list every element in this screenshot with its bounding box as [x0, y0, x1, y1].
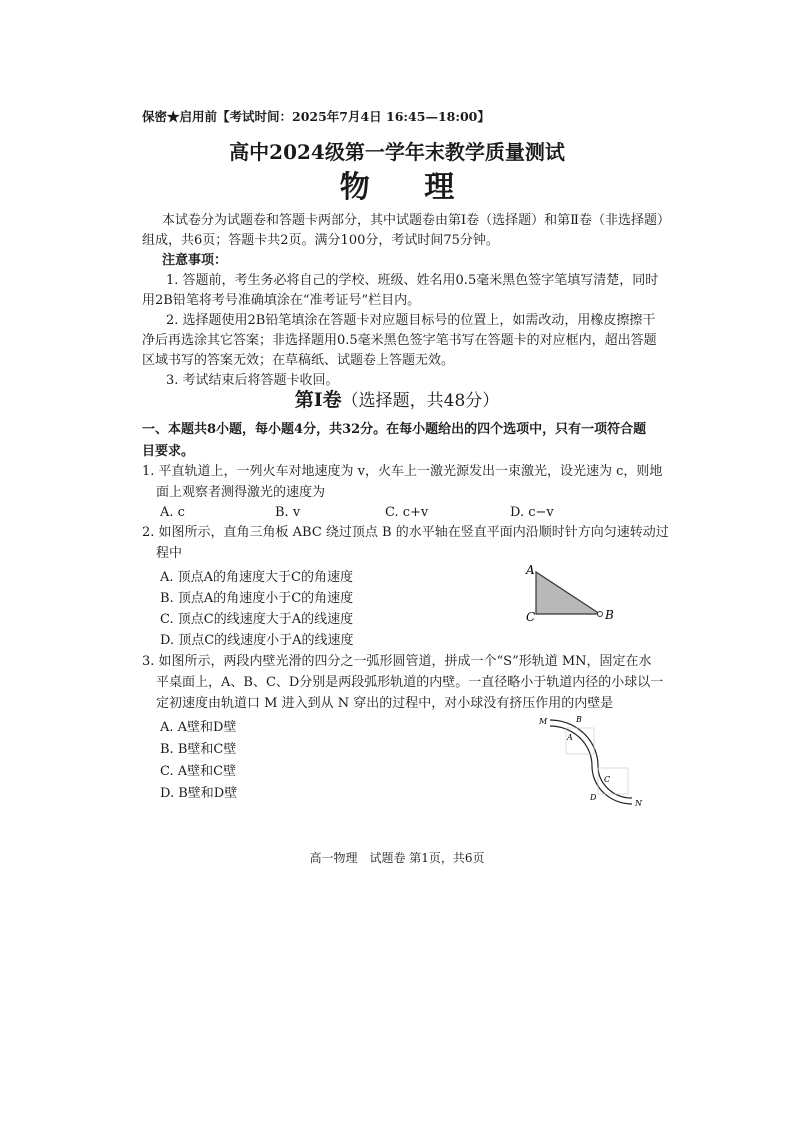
q1-option-b: B. v — [275, 505, 301, 520]
section-subtitle: （选择题，共48分） — [341, 391, 500, 411]
triangle-shape — [536, 572, 600, 614]
section-heading — [0, 385, 794, 412]
part1-line-1: 一、本题共8小题，每小题4分，共32分。在每小题给出的四个选项中，只有一项符合题 — [142, 422, 647, 437]
track-label-n: N — [635, 799, 642, 808]
note-2-line-1: 2. 选择题使用2B铅笔填涂在答题卡对应题目标号的位置上，如需改动，用橡皮擦擦干 — [166, 313, 656, 328]
page-footer: 高一物理 试题卷 第1页，共6页 — [309, 851, 485, 865]
q1-option-a: A. c — [160, 505, 185, 520]
q2-option-b: B. 顶点A的角速度小于C的角速度 — [160, 591, 354, 606]
subject-title: 物 理 — [339, 170, 477, 205]
q3-option-a: A. A壁和D壁 — [160, 720, 237, 735]
q3-line-3: 定初速度由轨道口 M 进入到从 N 穿出的过程中，对小球没有挤压作用的内壁是 — [156, 696, 614, 711]
q2-line-2: 程中 — [156, 546, 183, 561]
q2-option-d: D. 顶点C的线速度小于A的线速度 — [160, 633, 354, 648]
q1-option-c: C. c+v — [385, 505, 429, 520]
triangle-figure — [520, 562, 620, 628]
q3-line-1: 3. 如图所示，两段内壁光滑的四分之一弧形圆管道，拼成一个“S”形轨道 MN，固定在水 — [142, 654, 652, 669]
q2-option-c: C. 顶点C的线速度大于A的线速度 — [160, 612, 354, 627]
track-label-c: C — [604, 775, 611, 784]
note-2-line-2: 净后再选涂其它答案；非选择题用0.5毫米黑色签字笔书写在答题卡的对应框内，超出答题 — [142, 333, 657, 348]
track-label-d: D — [590, 793, 597, 802]
q3-option-b: B. B壁和C壁 — [160, 742, 237, 757]
track-inner-arc-1 — [550, 726, 592, 766]
track-label-m: M — [539, 717, 548, 726]
intro-line-1: 本试卷分为试题卷和答题卡两部分，其中试题卷由第Ⅰ卷（选择题）和第Ⅱ卷（非选择题） — [162, 213, 670, 228]
vertex-label-c: C — [526, 610, 536, 624]
part1-line-2: 目要求。 — [142, 444, 195, 459]
confidential-header: 保密★启用前【考试时间：2025年7月4日 16:45—18:00】 — [142, 109, 490, 124]
q2-option-a: A. 顶点A的角速度大于C的角速度 — [160, 570, 353, 585]
vertex-label-a: A — [526, 563, 535, 577]
q3-option-d: D. B壁和D壁 — [160, 786, 238, 801]
q3-option-c: C. A壁和C壁 — [160, 764, 237, 779]
s-track-figure — [536, 712, 646, 812]
q1-line-2: 面上观察者测得激光的速度为 — [156, 485, 326, 500]
vertex-label-b: B — [605, 608, 614, 622]
track-label-a: A — [567, 733, 573, 742]
q1-option-d: D. c−v — [510, 505, 554, 520]
note-1-line-2: 用2B铅笔将考号准确填涂在“准考证号”栏目内。 — [142, 293, 421, 308]
intro-line-2: 组成，共6页；答题卡共2页。满分100分，考试时间75分钟。 — [142, 233, 499, 248]
q1-line-1: 1. 平直轨道上，一列火车对地速度为 v，火车上一激光源发出一束激光，设光速为 c，则地 — [142, 464, 663, 479]
section-title: 第Ⅰ卷 — [294, 389, 342, 411]
note-1-line-1: 1. 答题前，考生务必将自己的学校、班级、姓名用0.5毫米黑色签字笔填写清楚，同时 — [166, 273, 659, 288]
exam-title: 高中2024级第一学年末教学质量测试 — [229, 140, 565, 164]
note-3: 3. 考试结束后将答题卡收回。 — [166, 373, 339, 388]
track-label-b: B — [576, 715, 582, 724]
q3-line-2: 平桌面上，A、B、C、D分别是两段弧形轨道的内壁。一直径略小于轨道内径的小球以一 — [156, 675, 664, 690]
note-2-line-3: 区域书写的答案无效；在草稿纸、试题卷上答题无效。 — [142, 353, 455, 368]
pivot-point — [598, 612, 603, 617]
notes-title: 注意事项： — [162, 253, 228, 268]
q2-line-1: 2. 如图所示，直角三角板 ABC 绕过顶点 B 的水平轴在竖直平面内沿顺时针方向匀速转动过 — [142, 525, 669, 540]
